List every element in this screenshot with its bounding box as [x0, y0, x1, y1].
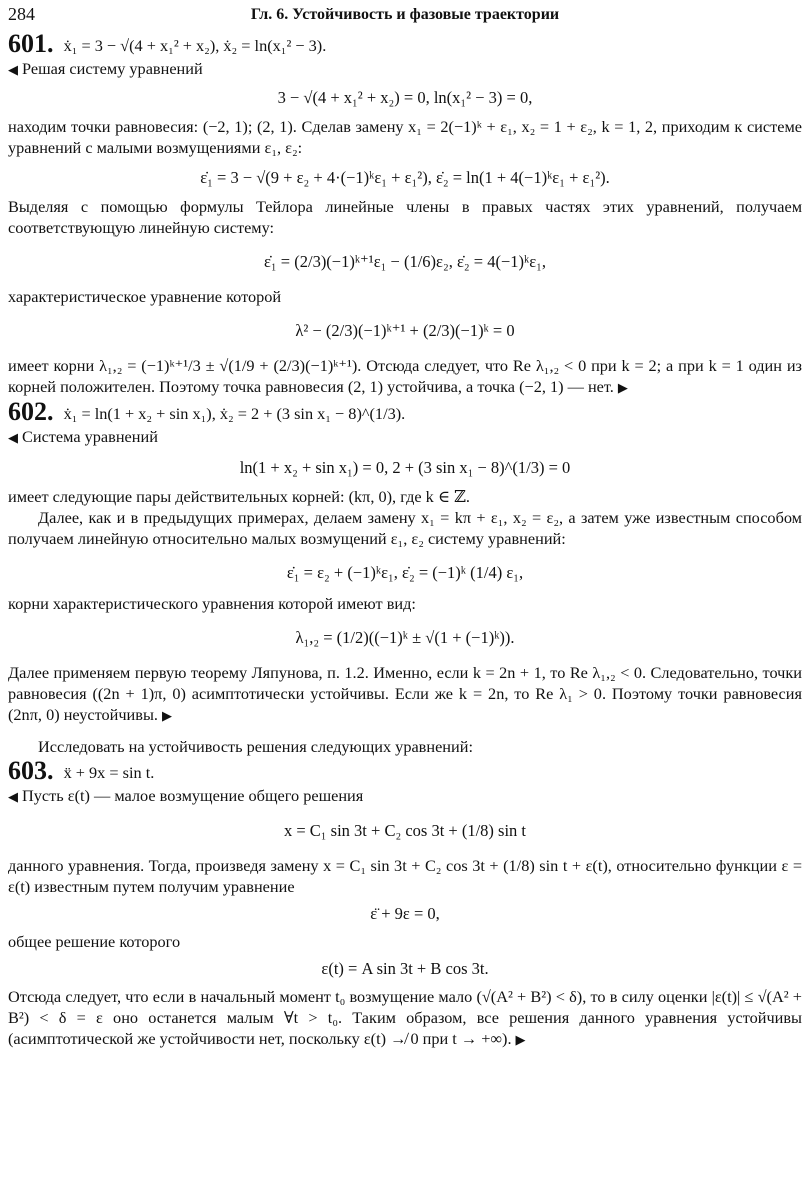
- problem-statement: ẋ₁ = 3 − √(4 + x₁² + x₂), ẋ₂ = ln(x₁² − 3).: [63, 36, 327, 55]
- equation: λ₁,₂ = (1/2)((−1)ᵏ ± √(1 + (−1)ᵏ)).: [295, 628, 515, 647]
- problem-statement: ẋ₁ = ln(1 + x₂ + sin x₁), ẋ₂ = 2 + (3 sin x₁ − 8)^(1/3).: [63, 404, 406, 423]
- solution-end-mark: ▶: [515, 1032, 526, 1047]
- equation: ln(1 + x₂ + sin x₁) = 0, 2 + (3 sin x₁ − 8)^(1/3) = 0: [239, 458, 571, 477]
- equation: ε̇₁ = 3 − √(9 + ε₂ + 4·(−1)ᵏε₁ + ε₁²), ε̇₂ = ln(1 + 4(−1)ᵏε₁ + ε₁²).: [200, 168, 610, 187]
- problem-603: [8, 756, 802, 1050]
- problem-number: 603.: [8, 756, 54, 785]
- paragraph: Далее применяем первую теорему Ляпунова, п. 1.2. Именно, если k = 2n + 1, то Re λ₁,₂ < 0. Следовательно, точки равновесия ((2n + 1)π, 0) асимптотически устойчивы. Если же k = 2n, то Re λ₁ > 0. Поэтому точки равновесия (2nπ, 0) неустойчивы. ▶: [8, 663, 802, 724]
- equation: x = C₁ sin 3t + C₂ cos 3t + (1/8) sin t: [283, 821, 526, 840]
- equation: 3 − √(4 + x₁² + x₂) = 0, ln(x₁² − 3) = 0,: [277, 88, 533, 107]
- section-intro: Исследовать на устойчивость решения следующих уравнений:: [38, 737, 473, 756]
- problem-number: 602.: [8, 397, 54, 426]
- equation: ε̇₁ = ε₂ + (−1)ᵏε₁, ε̇₂ = (−1)ᵏ (1/4) ε₁,: [286, 563, 524, 582]
- equation: ε̇₁ = (2/3)(−1)ᵏ⁺¹ε₁ − (1/6)ε₂, ε̇₂ = 4(−1)ᵏε₁,: [264, 252, 546, 271]
- paragraph: данного уравнения. Тогда, произведя замену x = C₁ sin 3t + C₂ cos 3t + (1/8) sin t + ε(t), относительно функции ε = ε(t) известным путем получим уравнение: [8, 856, 802, 896]
- solution-end-mark: ▶: [161, 708, 172, 723]
- equation: λ² − (2/3)(−1)ᵏ⁺¹ + (2/3)(−1)ᵏ = 0: [295, 321, 515, 340]
- solution-start-mark: ◀: [8, 430, 18, 445]
- problem-number: 601.: [8, 29, 54, 58]
- problem-601: [8, 29, 802, 398]
- problem-601-statement-line: [8, 29, 802, 58]
- solution-intro: ◀ Пусть ε(t) — малое возмущение общего решения: [8, 786, 364, 805]
- paragraph: характеристическое уравнение которой: [8, 287, 282, 306]
- paragraph: Далее, как и в предыдущих примерах, делаем замену x₁ = kπ + ε₁, x₂ = ε₂, а затем уже известным способом получаем линейную относительно малых возмущений ε₁, ε₂ систему уравнений:: [8, 508, 802, 548]
- equation: ε̈ + 9ε = 0,: [370, 904, 440, 923]
- solution-start-mark: ◀: [8, 62, 18, 77]
- paragraph: общее решение которого: [8, 932, 181, 951]
- problem-602: [8, 397, 802, 726]
- paragraph: находим точки равновесия: (−2, 1); (2, 1). Сделав замену x₁ = 2(−1)ᵏ + ε₁, x₂ = 1 + ε₂, k = 1, 2, приходим к системе уравнений с малыми возмущениями ε₁, ε₂:: [8, 117, 802, 157]
- paragraph: имеет следующие пары действительных корней: (kπ, 0), где k ∈ ℤ.: [8, 487, 470, 506]
- page-header: [8, 4, 802, 30]
- running-title: Гл. 6. Устойчивость и фазовые траектории: [250, 6, 560, 23]
- solution-intro: ◀ Решая систему уравнений: [8, 59, 203, 78]
- solution-intro: ◀ Система уравнений: [8, 427, 158, 446]
- paragraph: Выделяя с помощью формулы Тейлора линейные члены в правых частях этих уравнений, получаем соответствующую линейную систему:: [8, 197, 802, 237]
- page-number: 284: [8, 4, 35, 24]
- problem-602-statement-line: [8, 397, 802, 426]
- paragraph: Отсюда следует, что если в начальный момент t₀ возмущение мало (√(A² + B²) < δ), то в силу оценки |ε(t)| ≤ √(A² + B²) < δ = ε оно останется малым ∀t > t₀. Таким образом, все решения данного уравнения устойчивы (асимптотической же устойчивости нет, поскольку ε(t) ↛ 0 при t → +∞). ▶: [8, 987, 802, 1048]
- problem-603-statement-line: [8, 756, 802, 785]
- solution-end-mark: ▶: [617, 380, 628, 395]
- problem-statement: ẍ + 9x = sin t.: [63, 763, 155, 782]
- paragraph: корни характеристического уравнения которой имеют вид:: [8, 594, 416, 613]
- paragraph: имеет корни λ₁,₂ = (−1)ᵏ⁺¹/3 ± √(1/9 + (2/3)(−1)ᵏ⁺¹). Отсюда следует, что Re λ₁,₂ < 0 при k = 2; а при k = 1 один из корней положителен. Поэтому точка равновесия (2, 1) устойчива, а точка (−2, 1) — нет. ▶: [8, 356, 802, 396]
- equation: ε(t) = A sin 3t + B cos 3t.: [321, 959, 489, 978]
- solution-start-mark: ◀: [8, 789, 18, 804]
